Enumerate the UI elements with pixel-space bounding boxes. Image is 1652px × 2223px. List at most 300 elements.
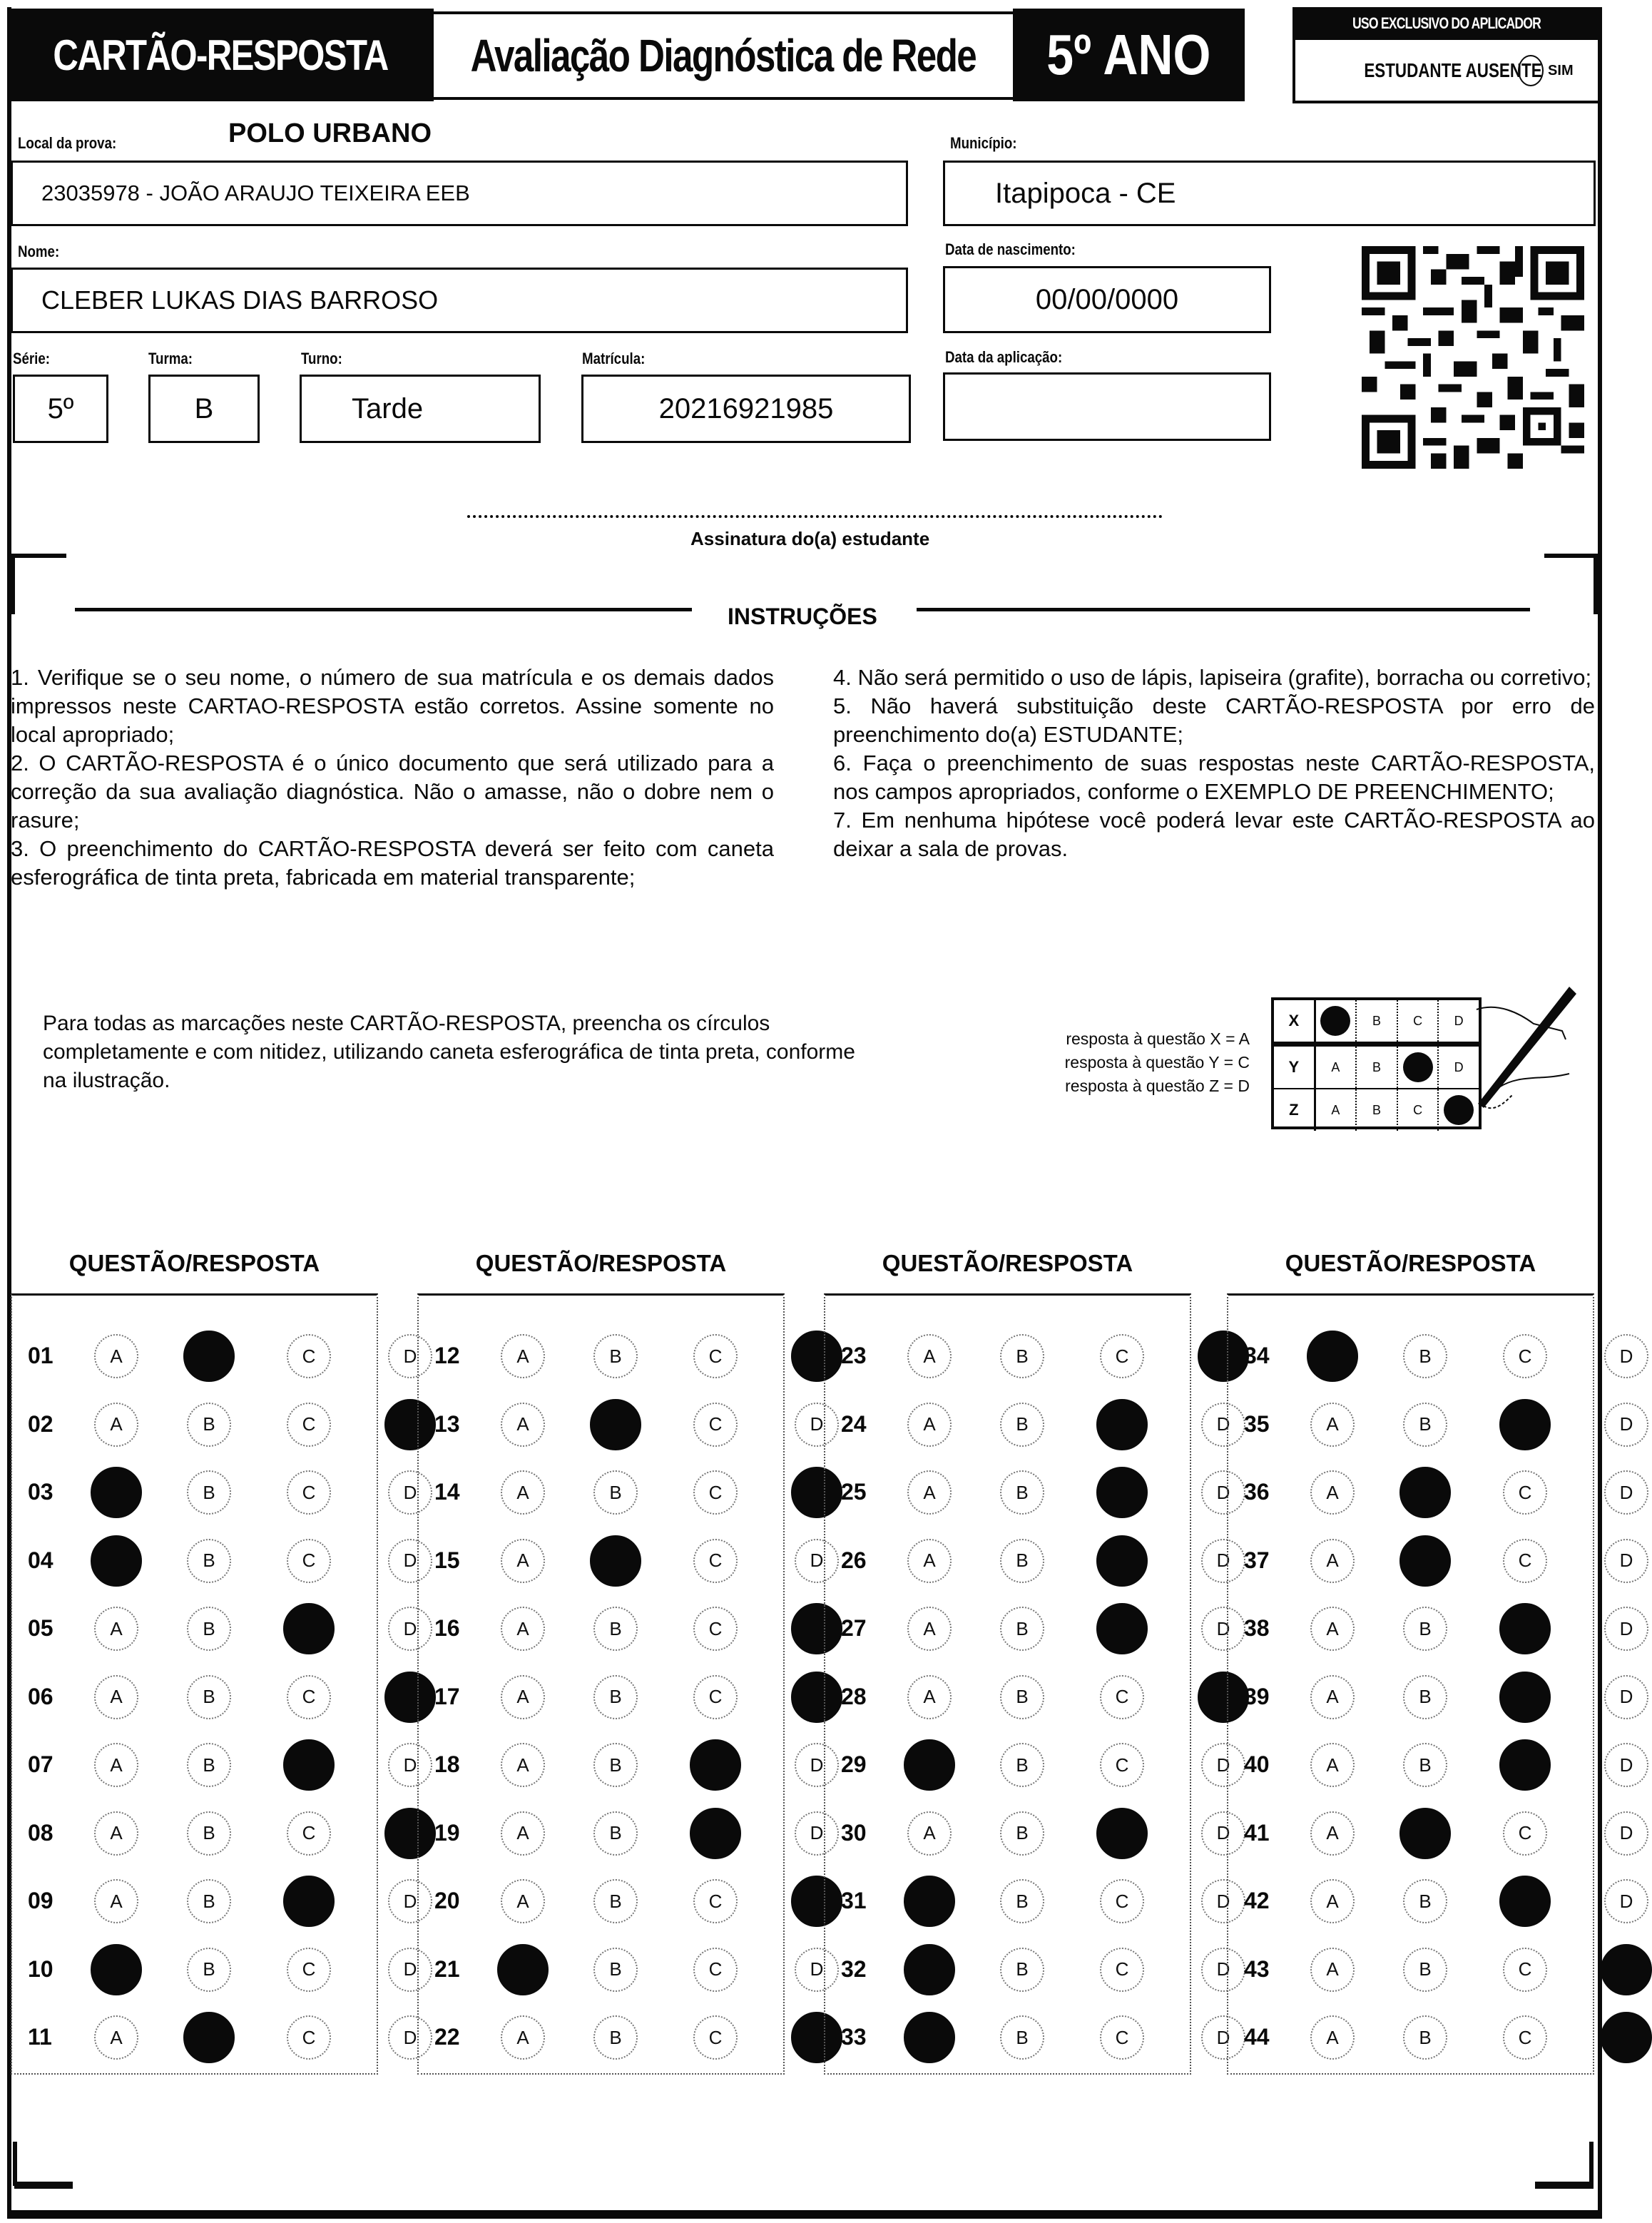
nascimento-value: 00/00/0000 [1035, 283, 1179, 315]
instruction-item-6: 6. Faça o preenchimento de suas respostas neste CARTÃO-RESPOSTA, nos campos apropriados, conforme o EXEMPLO DE PREENCHIMENTO; [833, 751, 1595, 804]
answer-row [1228, 1672, 1633, 1722]
answer-bubble-a[interactable]: A [501, 1403, 545, 1447]
answer-bubble-c[interactable]: C [287, 1334, 331, 1378]
answer-bubble-c[interactable] [1499, 1739, 1551, 1791]
answer-bubble-c[interactable]: C [693, 1607, 738, 1651]
answer-bubble-a[interactable]: A [1310, 1607, 1355, 1651]
answer-bubble-a[interactable]: A [501, 2015, 545, 2060]
evaluation-title-text: Avaliação Diagnóstica de Rede [470, 30, 977, 81]
question-number: 33 [841, 2024, 867, 2050]
answer-bubble-d[interactable]: D [1201, 1743, 1245, 1787]
answer-bubble-d[interactable]: D [795, 1539, 839, 1583]
answer-bubble-a[interactable]: A [94, 1607, 138, 1651]
page-border-right [1598, 7, 1602, 2217]
answer-bubble-d[interactable]: D [1604, 1675, 1648, 1719]
question-number: 16 [434, 1615, 460, 1641]
answer-bubble-b[interactable]: B [1403, 1403, 1447, 1447]
answer-bubble-d[interactable]: D [795, 1948, 839, 1992]
answer-bubble-a[interactable]: A [1310, 1743, 1355, 1787]
fill-example-legend-z: resposta à questão Z = D [1065, 1077, 1250, 1095]
answer-row [825, 1536, 1230, 1586]
answer-bubble-c[interactable]: C [693, 1879, 738, 1923]
answer-bubble-c[interactable]: C [1100, 1743, 1144, 1787]
answer-bubble-c[interactable]: C [1100, 1948, 1144, 1992]
answer-bubble-c[interactable] [1096, 1399, 1148, 1450]
nome-label: Nome: [18, 243, 60, 260]
fill-example-option-a: A [1316, 1089, 1357, 1131]
school-field [11, 161, 908, 226]
answer-bubble-b[interactable]: B [1000, 1334, 1044, 1378]
answer-bubble-b[interactable] [590, 1535, 641, 1587]
turma-label: Turma: [148, 350, 193, 367]
answer-bubble-b[interactable]: B [593, 1948, 638, 1992]
answer-bubble-b[interactable]: B [1000, 1811, 1044, 1856]
answer-row [419, 1467, 783, 1517]
grade-badge [1013, 9, 1245, 101]
answer-bubble-a[interactable]: A [501, 1539, 545, 1583]
answer-bubble-c[interactable]: C [287, 1811, 331, 1856]
answer-bubble-c[interactable] [690, 1739, 741, 1791]
answer-bubble-d[interactable] [1601, 1944, 1652, 1995]
answer-bubble-d[interactable]: D [795, 1743, 839, 1787]
fill-example-option-b: B [1357, 1089, 1398, 1131]
answer-row [12, 1945, 417, 1995]
instruction-item-4: 4. Não será permitido o uso de lápis, lapiseira (grafite), borracha ou corretivo; [833, 665, 1592, 690]
answer-bubble-b[interactable]: B [1000, 1470, 1044, 1515]
answer-bubble-b[interactable]: B [187, 1811, 231, 1856]
answer-bubble-d[interactable]: D [388, 1539, 432, 1583]
answer-bubble-c[interactable] [283, 1603, 335, 1654]
answer-bubble-d[interactable]: D [1604, 1470, 1648, 1515]
fill-example-question-label: Z [1274, 1089, 1316, 1131]
answer-bubble-c[interactable] [690, 1808, 741, 1859]
question-number: 22 [434, 2024, 460, 2050]
answer-bubble-d[interactable]: D [1604, 1539, 1648, 1583]
answer-bubble-b[interactable]: B [1000, 2015, 1044, 2060]
answer-row [825, 2013, 1230, 2062]
answer-bubble-d[interactable]: D [1604, 1334, 1648, 1378]
question-number: 11 [28, 2024, 52, 2050]
answer-bubble-b[interactable] [1399, 1535, 1451, 1587]
turno-label: Turno: [301, 350, 342, 367]
answer-bubble-c[interactable]: C [287, 1539, 331, 1583]
question-number: 20 [434, 1888, 460, 1913]
answer-row [12, 1604, 417, 1654]
answer-bubble-a[interactable]: A [501, 1334, 545, 1378]
answer-bubble-a[interactable]: A [501, 1607, 545, 1651]
answer-column-3 [824, 1293, 1230, 2075]
question-number: 17 [434, 1683, 460, 1709]
answer-bubble-b[interactable] [183, 1331, 235, 1382]
answer-bubble-b[interactable]: B [1403, 2015, 1447, 2060]
answer-bubble-a[interactable]: A [94, 2015, 138, 2060]
answer-column-header: QUESTÃO/RESPOSTA [1285, 1250, 1536, 1276]
question-number: 03 [28, 1479, 53, 1505]
page-border-bottom [7, 2210, 1602, 2219]
qr-code [1359, 246, 1587, 469]
corner-mark-bottom-right-v [1589, 2142, 1594, 2186]
answer-bubble-a[interactable]: A [94, 1675, 138, 1719]
municipio-value: Itapipoca - CE [995, 177, 1176, 209]
answer-bubble-d[interactable]: D [1201, 2015, 1245, 2060]
answer-bubble-c[interactable]: C [287, 2015, 331, 2060]
nome-field [11, 268, 908, 333]
answer-row [1228, 1604, 1633, 1654]
answer-bubble-c[interactable] [1499, 1876, 1551, 1927]
corner-mark-top-right [1544, 554, 1598, 558]
applicator-heading-text: USO EXCLUSIVO DO APLICADOR [1352, 14, 1541, 32]
answer-bubble-d[interactable]: D [388, 1879, 432, 1923]
answer-bubble-b[interactable]: B [593, 1675, 638, 1719]
fill-example-option-a [1316, 1000, 1357, 1042]
answer-bubble-a[interactable]: A [94, 1811, 138, 1856]
answer-bubble-c[interactable]: C [287, 1470, 331, 1515]
serie-label: Série: [13, 350, 50, 367]
question-number: 04 [28, 1547, 53, 1573]
answer-column-header: QUESTÃO/RESPOSTA [882, 1250, 1133, 1276]
answer-bubble-d[interactable]: D [1604, 1811, 1648, 1856]
answer-bubble-d[interactable]: D [388, 2015, 432, 2060]
answer-bubble-a[interactable]: A [907, 1539, 952, 1583]
answer-bubble-d[interactable]: D [795, 1403, 839, 1447]
answer-bubble-b[interactable]: B [593, 1607, 638, 1651]
answer-bubble-b[interactable] [1399, 1467, 1451, 1518]
fill-instructions-text: Para todas as marcações neste CARTÃO-RESPOSTA, preencha os círculos completamente e com nitidez, utilizando caneta esferográfica de tinta preta, conforme na ilustração. [43, 1012, 855, 1092]
answer-bubble-d[interactable]: D [1201, 1403, 1245, 1447]
answer-bubble-c[interactable]: C [1100, 1334, 1144, 1378]
answer-bubble-a[interactable]: A [1310, 2015, 1355, 2060]
question-number: 01 [28, 1343, 53, 1368]
fill-example-row [1274, 1047, 1479, 1089]
fill-example-option-c: C [1398, 1089, 1439, 1131]
instruction-item-1: 1. Verifique se o seu nome, o número de sua matrícula e os demais dados impressos neste CARTAO-RESPOSTA estão corretos. Assine somente no local apropriado; [11, 665, 774, 747]
answer-bubble-d[interactable]: D [795, 1811, 839, 1856]
answer-bubble-a[interactable]: A [94, 1403, 138, 1447]
question-number: 40 [1244, 1751, 1270, 1777]
answer-bubble-c[interactable] [1096, 1808, 1148, 1859]
answer-bubble-b[interactable]: B [187, 1879, 231, 1923]
answer-bubble-d[interactable]: D [1604, 1403, 1648, 1447]
instructions-rule-right [917, 608, 1530, 611]
question-number: 13 [434, 1410, 460, 1437]
answer-bubble-c[interactable]: C [1503, 1470, 1547, 1515]
answer-bubble-d[interactable]: D [388, 1948, 432, 1992]
question-number: 39 [1244, 1683, 1270, 1709]
question-number: 28 [841, 1683, 867, 1709]
question-number: 34 [1244, 1343, 1270, 1368]
question-number: 29 [841, 1751, 867, 1777]
matricula-label: Matrícula: [582, 350, 646, 367]
answer-bubble-b[interactable]: B [1403, 1879, 1447, 1923]
answer-row [1228, 1945, 1593, 1995]
answer-bubble-c[interactable]: C [1503, 1811, 1547, 1856]
answer-bubble-a[interactable]: A [1310, 1403, 1355, 1447]
answer-bubble-b[interactable]: B [593, 1470, 638, 1515]
answer-bubble-a[interactable]: A [1310, 1948, 1355, 1992]
answer-bubble-d[interactable]: D [1604, 1743, 1648, 1787]
answer-bubble-b[interactable]: B [187, 1675, 231, 1719]
answer-bubble-b[interactable]: B [1000, 1948, 1044, 1992]
answer-row [1228, 1740, 1633, 1790]
answer-column-header: QUESTÃO/RESPOSTA [68, 1250, 320, 1276]
answer-bubble-c[interactable] [1499, 1672, 1551, 1723]
absent-student-label: ESTUDANTE AUSENTE [1364, 59, 1543, 81]
aplicacao-field [943, 372, 1271, 441]
answer-bubble-b[interactable]: B [187, 1607, 231, 1651]
answer-row [419, 2013, 783, 2062]
answer-bubble-b[interactable]: B [1403, 1334, 1447, 1378]
school-value: 23035978 - JOÃO ARAUJO TEIXEIRA EEB [41, 180, 470, 205]
answer-bubble-c[interactable]: C [1503, 1539, 1547, 1583]
answer-bubble-a[interactable]: A [1310, 1470, 1355, 1515]
answer-row [419, 1876, 783, 1926]
question-number: 44 [1244, 2024, 1270, 2050]
answer-row [825, 1400, 1230, 1450]
matricula-value: 20216921985 [658, 392, 834, 424]
question-number: 35 [1244, 1410, 1270, 1437]
answer-bubble-a[interactable]: A [907, 1675, 952, 1719]
answer-bubble-a[interactable] [497, 1944, 549, 1995]
answer-row [825, 1331, 1190, 1381]
answer-bubble-b[interactable]: B [1000, 1607, 1044, 1651]
question-number: 05 [28, 1615, 53, 1641]
answer-row [419, 1400, 824, 1450]
fill-example-option-c [1398, 1047, 1439, 1088]
answer-bubble-c[interactable]: C [1503, 1334, 1547, 1378]
instructions-rule-left [75, 608, 692, 611]
answer-bubble-c[interactable] [283, 1739, 335, 1791]
answer-bubble-b[interactable]: B [187, 1743, 231, 1787]
answer-bubble-b[interactable] [1399, 1808, 1451, 1859]
question-number: 25 [841, 1479, 867, 1505]
answer-bubble-b[interactable]: B [1000, 1879, 1044, 1923]
answer-row [12, 1672, 377, 1722]
applicator-heading [1292, 7, 1601, 40]
answer-bubble-c[interactable]: C [1100, 1675, 1144, 1719]
answer-bubble-d[interactable]: D [1201, 1607, 1245, 1651]
nascimento-field [943, 266, 1271, 333]
answer-row [1228, 1400, 1633, 1450]
answer-bubble-b[interactable]: B [1000, 1743, 1044, 1787]
question-number: 07 [28, 1751, 53, 1777]
turma-field [148, 375, 260, 443]
answer-bubble-c[interactable] [1096, 1603, 1148, 1654]
fill-example-option-b: B [1357, 1000, 1398, 1042]
fill-example-option-b: B [1357, 1047, 1398, 1088]
grade-badge-text: 5º ANO [1046, 23, 1211, 86]
answer-bubble-d[interactable] [1601, 2012, 1652, 2063]
fill-example-option-c: C [1398, 1000, 1439, 1042]
answer-bubble-b[interactable] [183, 2012, 235, 2063]
question-number: 21 [434, 1955, 460, 1982]
answer-bubble-a[interactable] [904, 1944, 955, 1995]
answer-bubble-a[interactable]: A [94, 1879, 138, 1923]
aplicacao-label: Data da aplicação: [945, 348, 1063, 366]
answer-bubble-a[interactable] [904, 2012, 955, 2063]
answer-bubble-c[interactable]: C [287, 1675, 331, 1719]
answer-bubble-a[interactable]: A [907, 1811, 952, 1856]
local-label: Local da prova: [18, 134, 117, 152]
answer-bubble-a[interactable]: A [501, 1470, 545, 1515]
answer-row [12, 1331, 417, 1381]
answer-bubble-a[interactable]: A [1310, 1811, 1355, 1856]
answer-bubble-b[interactable]: B [1000, 1539, 1044, 1583]
filled-bubble-icon [1403, 1052, 1433, 1082]
answer-bubble-a[interactable]: A [501, 1879, 545, 1923]
answer-bubble-c[interactable]: C [1503, 1948, 1547, 1992]
fill-example-option-d: D [1454, 1059, 1464, 1074]
answer-bubble-a[interactable]: A [1310, 1539, 1355, 1583]
answer-row [1228, 1876, 1633, 1926]
filled-bubble-icon [1320, 1006, 1350, 1036]
answer-bubble-a[interactable] [91, 1944, 142, 1995]
answer-row [12, 1467, 417, 1517]
answer-bubble-a[interactable]: A [94, 1743, 138, 1787]
answer-bubble-a[interactable]: A [1310, 1879, 1355, 1923]
answer-bubble-c[interactable]: C [693, 1403, 738, 1447]
matricula-field [581, 375, 911, 443]
question-number: 12 [434, 1343, 460, 1368]
answer-bubble-a[interactable]: A [94, 1334, 138, 1378]
answer-bubble-b[interactable]: B [187, 1539, 231, 1583]
answer-row [12, 1400, 377, 1450]
answer-bubble-c[interactable]: C [287, 1403, 331, 1447]
hand-with-pen-illustration [1455, 981, 1584, 1124]
answer-row [419, 1809, 824, 1858]
answer-bubble-b[interactable]: B [1403, 1743, 1447, 1787]
answer-bubble-b[interactable]: B [593, 1743, 638, 1787]
answer-bubble-c[interactable] [1096, 1467, 1148, 1518]
answer-row [419, 1604, 783, 1654]
answer-bubble-d[interactable]: D [1201, 1539, 1245, 1583]
answer-bubble-c[interactable]: C [1503, 2015, 1547, 2060]
question-number: 41 [1244, 1819, 1270, 1846]
question-number: 18 [434, 1751, 460, 1777]
answer-bubble-a[interactable] [904, 1876, 955, 1927]
answer-bubble-a[interactable]: A [907, 1470, 952, 1515]
answer-bubble-b[interactable]: B [1403, 1948, 1447, 1992]
answer-bubble-b[interactable]: B [187, 1948, 231, 1992]
question-number: 06 [28, 1683, 53, 1709]
answer-bubble-c[interactable]: C [693, 2015, 738, 2060]
answer-bubble-c[interactable]: C [693, 1334, 738, 1378]
corner-mark-top-right-v [1594, 554, 1598, 614]
fill-example-row [1274, 1089, 1479, 1131]
answer-bubble-a[interactable] [904, 1739, 955, 1791]
fill-example-row [1274, 1000, 1479, 1047]
answer-bubble-d[interactable]: D [1201, 1470, 1245, 1515]
answer-bubble-b[interactable]: B [1403, 1607, 1447, 1651]
serie-field [13, 375, 108, 443]
question-number: 23 [841, 1343, 867, 1368]
answer-bubble-c[interactable]: C [693, 1470, 738, 1515]
instructions-column-left [11, 663, 774, 892]
answer-row [825, 1467, 1230, 1517]
answer-bubble-d[interactable]: D [388, 1743, 432, 1787]
turno-field [300, 375, 541, 443]
answer-bubble-c[interactable]: C [693, 1948, 738, 1992]
answer-row [12, 1740, 417, 1790]
answer-bubble-a[interactable] [91, 1535, 142, 1587]
answer-bubble-d[interactable]: D [388, 1607, 432, 1651]
nascimento-label: Data de nascimento: [945, 240, 1076, 258]
answer-bubble-c[interactable]: C [693, 1675, 738, 1719]
answer-row [1228, 1467, 1633, 1517]
answer-bubble-b[interactable]: B [593, 1334, 638, 1378]
signature-label: Assinatura do(a) estudante [690, 528, 930, 549]
question-number: 43 [1244, 1955, 1270, 1982]
fill-example-grid [1271, 997, 1482, 1129]
answer-bubble-a[interactable]: A [907, 1607, 952, 1651]
answer-bubble-d[interactable]: D [388, 1470, 432, 1515]
answer-bubble-b[interactable]: B [187, 1470, 231, 1515]
signature-line[interactable] [467, 515, 1163, 518]
answer-bubble-a[interactable]: A [907, 1403, 952, 1447]
answer-row [1228, 1536, 1633, 1586]
answer-bubble-a[interactable]: A [907, 1334, 952, 1378]
answer-bubble-a[interactable]: A [501, 1675, 545, 1719]
answer-bubble-c[interactable] [1499, 1603, 1551, 1654]
question-number: 36 [1244, 1479, 1270, 1505]
question-number: 14 [434, 1479, 460, 1505]
answer-bubble-b[interactable]: B [1000, 1675, 1044, 1719]
question-number: 26 [841, 1547, 867, 1573]
answer-bubble-c[interactable]: C [1100, 2015, 1144, 2060]
answer-bubble-d[interactable]: D [1604, 1607, 1648, 1651]
answer-bubble-c[interactable]: C [1100, 1879, 1144, 1923]
question-number: 24 [841, 1410, 867, 1437]
answer-bubble-c[interactable]: C [693, 1539, 738, 1583]
answer-bubble-c[interactable]: C [287, 1948, 331, 1992]
answer-bubble-a[interactable]: A [501, 1743, 545, 1787]
fill-example-legend [1014, 1027, 1250, 1098]
answer-row [12, 2013, 417, 2062]
answer-bubble-a[interactable]: A [501, 1811, 545, 1856]
instruction-item-5: 5. Não haverá substituição deste CARTÃO-RESPOSTA por erro de preenchimento do(a) ESTUDANTE; [833, 693, 1595, 747]
corner-mark-bottom-left [14, 2182, 73, 2189]
answer-bubble-b[interactable]: B [593, 1811, 638, 1856]
answer-bubble-d[interactable]: D [1201, 1948, 1245, 1992]
answer-row [1228, 1331, 1633, 1381]
answer-bubble-b[interactable]: B [1000, 1403, 1044, 1447]
corner-mark-bottom-left-v [13, 2142, 17, 2186]
answer-bubble-b[interactable]: B [187, 1403, 231, 1447]
answer-row [419, 1331, 783, 1381]
answer-bubble-d[interactable]: D [1201, 1811, 1245, 1856]
answer-bubble-d[interactable]: D [1604, 1879, 1648, 1923]
answer-bubble-a[interactable]: A [1310, 1675, 1355, 1719]
answer-bubble-a[interactable] [1307, 1331, 1358, 1382]
answer-bubble-c[interactable] [1499, 1399, 1551, 1450]
fill-example-option-a: A [1316, 1047, 1357, 1088]
answer-bubble-b[interactable]: B [593, 1879, 638, 1923]
answer-bubble-c[interactable] [283, 1876, 335, 1927]
answer-row [12, 1876, 417, 1926]
answer-bubble-c[interactable] [1096, 1535, 1148, 1587]
answer-bubble-a[interactable] [91, 1467, 142, 1518]
answer-bubble-b[interactable]: B [1403, 1675, 1447, 1719]
answer-bubble-d[interactable]: D [388, 1334, 432, 1378]
answer-row [419, 1945, 824, 1995]
answer-bubble-d[interactable]: D [1201, 1879, 1245, 1923]
question-number: 37 [1244, 1547, 1270, 1573]
answer-row [1228, 1809, 1633, 1858]
turno-value: Tarde [352, 392, 424, 424]
absent-student-option: SIM [1548, 62, 1574, 78]
answer-bubble-b[interactable] [590, 1399, 641, 1450]
answer-bubble-b[interactable]: B [593, 2015, 638, 2060]
question-number: 19 [434, 1819, 460, 1846]
